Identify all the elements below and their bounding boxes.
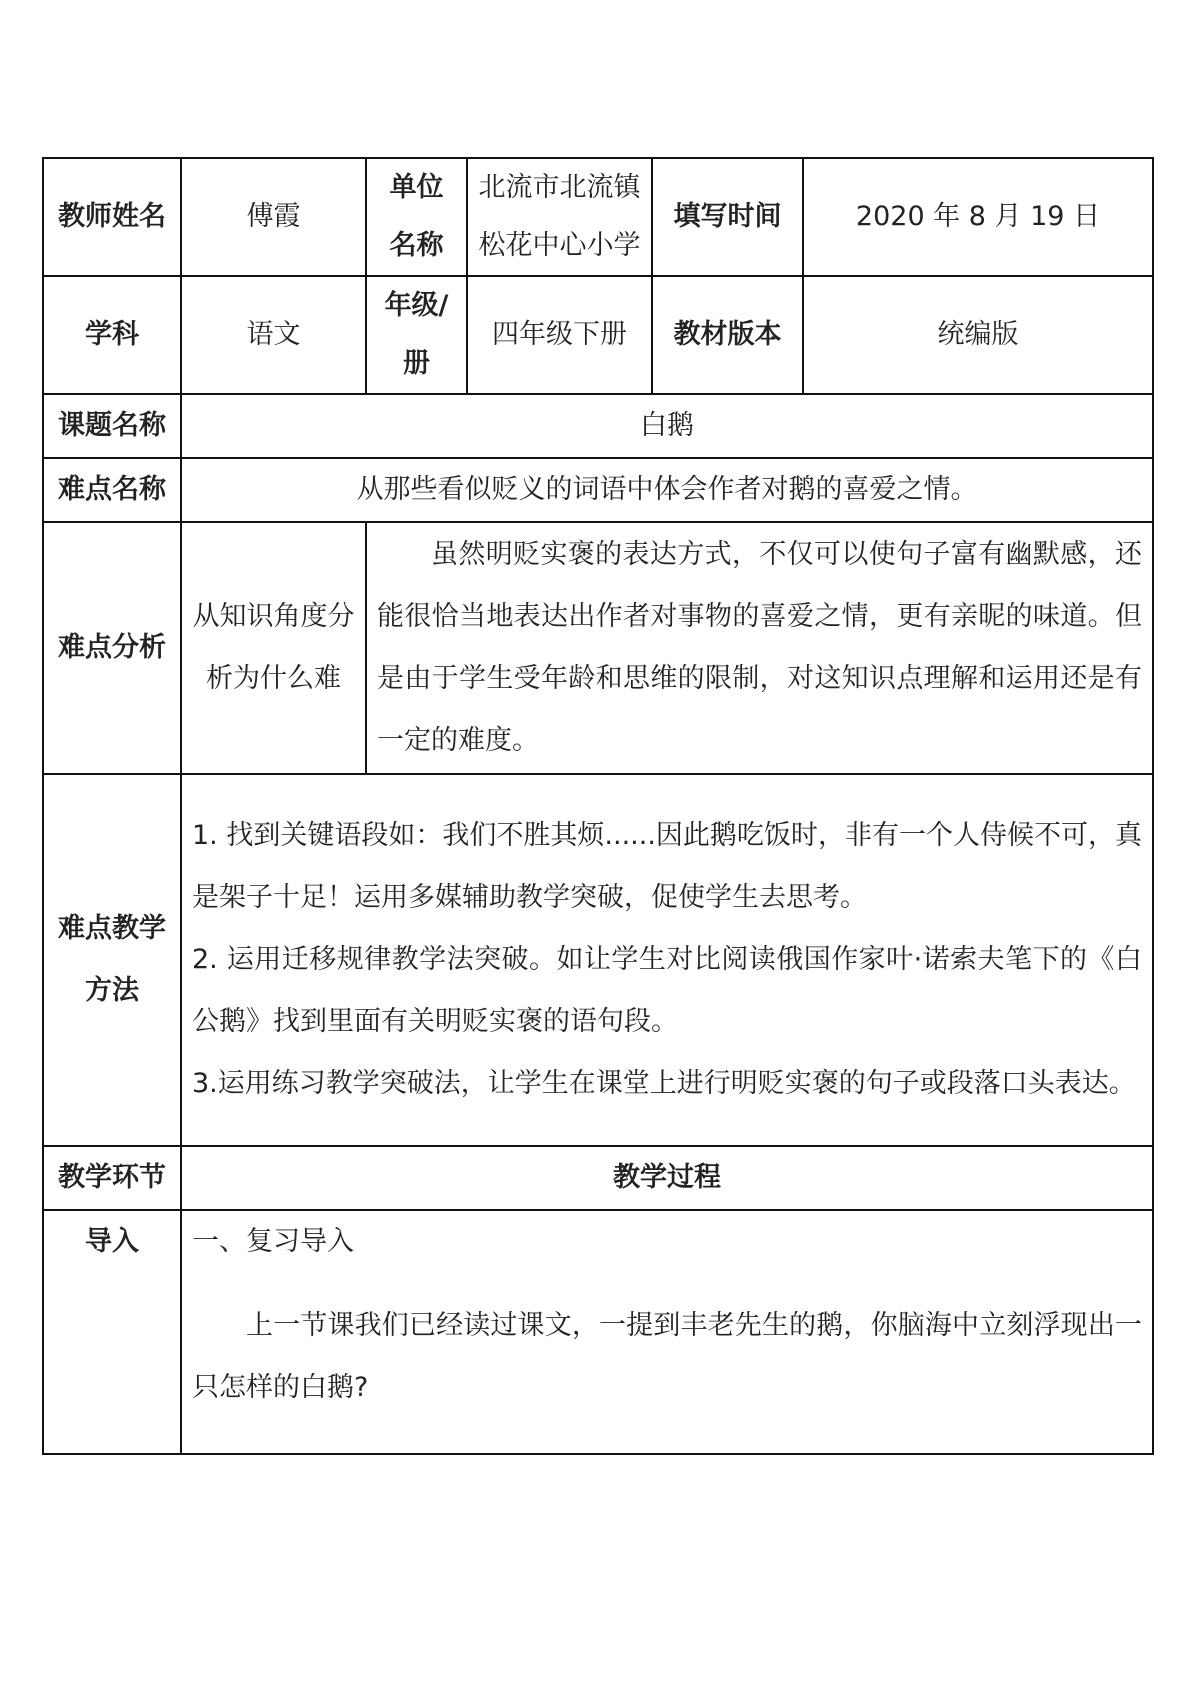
intro-heading: 一、复习导入 xyxy=(192,1226,354,1257)
process-header: 教学过程 xyxy=(181,1146,1153,1210)
grade-value: 四年级下册 xyxy=(467,276,652,394)
intro-label: 导入 xyxy=(43,1210,181,1454)
intro-row xyxy=(43,1210,1153,1454)
difficulty-row xyxy=(43,458,1153,522)
lesson-plan-sheet xyxy=(42,157,1152,1455)
teacher-label: 教师姓名 xyxy=(43,158,181,276)
intro-content xyxy=(181,1210,1153,1454)
analysis-text: 虽然明贬实褒的表达方式，不仅可以使句子富有幽默感，还能很恰当地表达出作者对事物的喜爱之情，更有亲昵的味道。但是由于学生受年龄和思维的限制，对这知识点理解和运用还是有一定的难度。 xyxy=(366,522,1153,774)
analysis-label: 难点分析 xyxy=(43,522,181,774)
intro-gap xyxy=(192,1273,1142,1295)
method-item-2: 2. 运用迁移规律教学法突破。如让学生对比阅读俄国作家叶·诺索夫笔下的《白公鹅》找到里面有关明贬实褒的语句段。 xyxy=(192,944,1142,1037)
method-row xyxy=(43,774,1153,1146)
unit-label: 单位名称 xyxy=(366,158,467,276)
stage-header: 教学环节 xyxy=(43,1146,181,1210)
method-item-1: 1. 找到关键语段如：我们不胜其烦......因此鹅吃饭时，非有一个人侍候不可，真是架子十足！运用多媒辅助教学突破，促使学生去思考。 xyxy=(192,820,1142,913)
subject-value: 语文 xyxy=(181,276,366,394)
intro-text: 上一节课我们已经读过课文，一提到丰老先生的鹅，你脑海中立刻浮现出一只怎样的白鹅? xyxy=(192,1310,1142,1403)
topic-value: 白鹅 xyxy=(181,394,1153,458)
topic-row xyxy=(43,394,1153,458)
lesson-plan-table xyxy=(42,157,1154,1455)
date-value: 2020 年 8 月 19 日 xyxy=(803,158,1153,276)
date-label: 填写时间 xyxy=(652,158,803,276)
info-row-2 xyxy=(43,276,1153,394)
teacher-value: 傅霞 xyxy=(181,158,366,276)
info-row-1 xyxy=(43,158,1153,276)
method-item-3: 3.运用练习教学突破法，让学生在课堂上进行明贬实褒的句子或段落口头表达。 xyxy=(192,1068,1136,1099)
grade-label: 年级/册 xyxy=(366,276,467,394)
analysis-sub-label: 从知识角度分析为什么难 xyxy=(181,522,366,774)
edition-value: 统编版 xyxy=(803,276,1153,394)
topic-label: 课题名称 xyxy=(43,394,181,458)
method-content xyxy=(181,774,1153,1146)
difficulty-label: 难点名称 xyxy=(43,458,181,522)
subject-label: 学科 xyxy=(43,276,181,394)
process-header-row xyxy=(43,1146,1153,1210)
analysis-row xyxy=(43,522,1153,774)
edition-label: 教材版本 xyxy=(652,276,803,394)
difficulty-value: 从那些看似贬义的词语中体会作者对鹅的喜爱之情。 xyxy=(181,458,1153,522)
method-label: 难点教学方法 xyxy=(43,774,181,1146)
unit-value: 北流市北流镇松花中心小学 xyxy=(467,158,652,276)
